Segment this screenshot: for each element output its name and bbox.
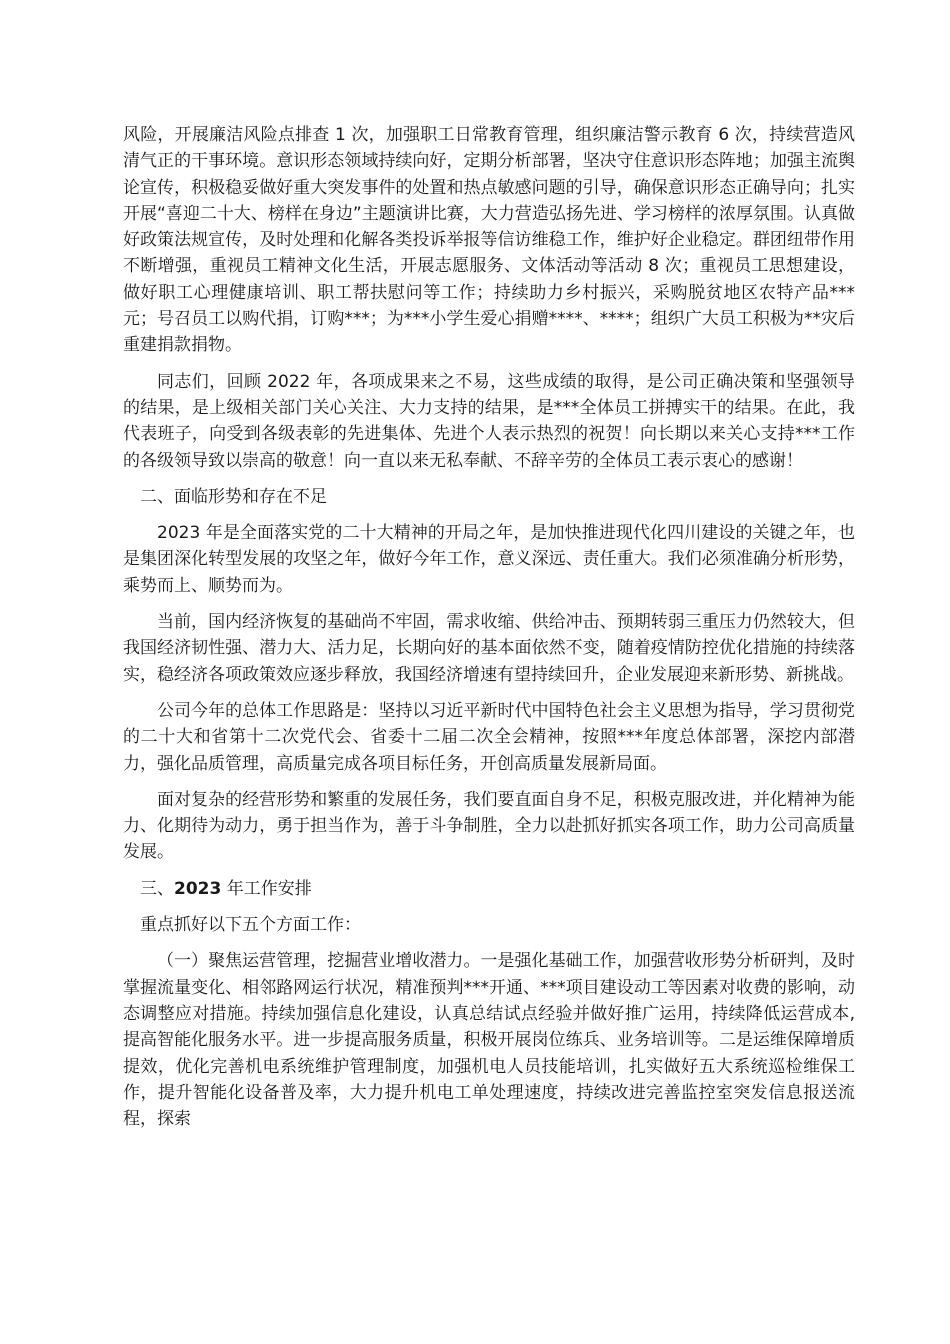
document-page <box>123 122 855 1142</box>
paragraph-2023-outlook: 2023 年是全面落实党的二十大精神的开局之年，是加快推进现代化四川建设的关键之年，也是集团深化转型发展的攻坚之年，做好今年工作，意义深远、责任重大。我们必须准确分析形势，乘势而上、顺势而为。 <box>123 523 855 596</box>
paragraph-work-idea: 公司今年的总体工作思路是：坚持以习近平新时代中国特色社会主义思想为指导，学习贯彻党的二十大和省第十二次党代会、省委十二届二次全会精神，按照***年度总体部署，深挖内部潜力，强化品质管理，高质量完成各项目标任务，开创高质量发展新局面。 <box>123 700 855 774</box>
paragraph-operations: （一）聚焦运营管理，挖掘营业增收潜力。一是强化基础工作，加强营收形势分析研判，及时掌握流量变化、相邻路网运行状况，精准预判***开通、***项目建设动工等因素对收费的影响，动态调整应对措施。持续加强信息化建设，认真总结试点经验并做好推广运用，持续降低运营成本,提高智能化服务水平。进一步提高服务质量，积极开展岗位练兵、业务培训等。二是运维保障增质提效，优化完善机电系统维护管理制度，加强机电人员技能培训，扎实做好五大系统巡检维保工作，提升智能化设备普及率，大力提升机电工单处理速度，持续改进完善监控室突发信息报送流程，探索 <box>123 951 855 1130</box>
paragraph-challenges: 面对复杂的经营形势和繁重的发展任务，我们要直面自身不足，积极克服改进，并化精神为能力、化期待为动力，勇于担当作为，善于斗争制胜，全力以赴抓好抓实各项工作，助力公司高质量发展。 <box>123 789 855 863</box>
paragraph-economy: 当前，国内经济恢复的基础尚不牢固，需求收缩、供给冲击、预期转弱三重压力仍然较大，但我国经济韧性强、潜力大、活力足，长期向好的基本面依然不变，随着疫情防控优化措施的持续落实，稳经济各项政策效应逐步释放，我国经济增速有望持续回升，企业发展迎来新形势、新挑战。 <box>123 612 855 685</box>
paragraph-review-2022: 同志们，回顾 2022 年，各项成果来之不易，这些成绩的取得，是公司正确决策和坚强领导的结果，是上级相关部门关心关注、大力支持的结果，是***全体员工拼搏实干的结果。在此，我代表班子，向受到各级表彰的先进集体、先进个人表示热烈的祝贺！向长期以来关心支持***工作的各级领导致以崇高的敬意！向一直以来无私奉献、不辞辛劳的全体员工表示衷心的感谢！ <box>123 371 855 471</box>
paragraph-integrity-risk: 风险，开展廉洁风险点排查 1 次，加强职工日常教育管理，组织廉洁警示教育 6 次，持续营造风清气正的干事环境。意识形态领域持续向好，定期分析部署，坚决守住意识形态阵地；加强主流舆论宣传，积极稳妥做好重大突发事件的处置和热点敏感问题的引导，确保意识形态正确导向；扎实开展“喜迎二十大、榜样在身边”主题演讲比赛，大力营造弘扬先进、学习榜样的浓厚氛围。认真做好政策法规宣传，及时处理和化解各类投诉举报等信访维稳工作，维护好企业稳定。群团纽带作用不断增强，重视员工精神文化生活，开展志愿服务、文体活动等活动 8 次；重视员工思想建设，做好职工心理健康培训、职工帮扶慰问等工作；持续助力乡村振兴，采购脱贫地区农特产品***元；号召员工以购代捐，订购***；为***小学生爱心捐赠****、****；组织广大员工积极为**灾后重建捐款捐物。 <box>123 125 855 356</box>
heading-year: 2023 <box>174 878 222 899</box>
heading-prefix: 三、 <box>140 878 174 899</box>
section-heading-3 <box>123 876 855 902</box>
paragraph-focus-intro: 重点抓好以下五个方面工作： <box>140 915 361 936</box>
heading-suffix: 年工作安排 <box>221 878 312 899</box>
section-heading-2: 二、面临形势和存在不足 <box>140 486 327 507</box>
